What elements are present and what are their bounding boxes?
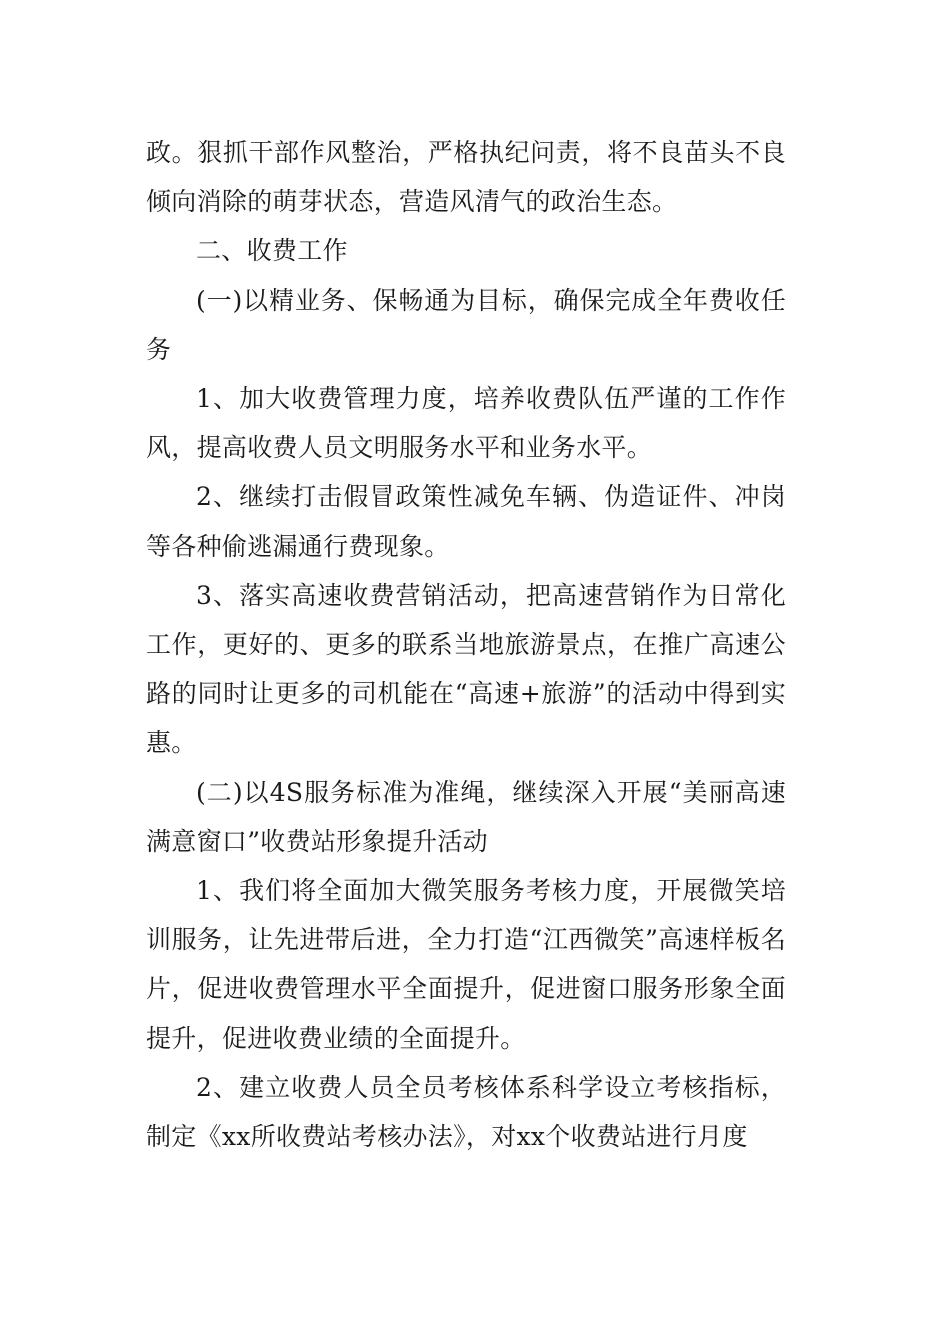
list-item-2: 2、继续打击假冒政策性减免车辆、伪造证件、冲岗等各种偷逃漏通行费现象。 [146,482,786,561]
paragraph-continuation: 政。狠抓干部作风整治，严格执纪问责，将不良苗头不良倾向消除的萌芽状态，营造风清气的政治生态。 [146,138,786,217]
list-item-1: 1、加大收费管理力度，培养收费队伍严谨的工作作风，提高收费人员文明服务水平和业务水平。 [146,384,786,463]
section-heading-fee-work: 二、收费工作 [196,236,348,266]
document-body [146,128,786,1161]
list-item-2-2: 2、建立收费人员全员考核体系科学设立考核指标，制定《xx所收费站考核办法》，对xx个收费站进行月度 [146,1072,786,1152]
list-item-2-1: 1、我们将全面加大微笑服务考核力度，开展微笑培训服务，让先进带后进，全力打造“江西微笑”高速样板名片，促进收费管理水平全面提升，促进窗口服务形象全面提升，促进收费业绩的全面提升。 [146,876,786,1053]
subsection-heading-1: (一)以精业务、保畅通为目标，确保完成全年费收任务 [146,285,786,364]
list-item-3: 3、落实高速收费营销活动，把高速营销作为日常化工作，更好的、更多的联系当地旅游景点，在推广高速公路的同时让更多的司机能在“高速+旅游”的活动中得到实惠。 [146,580,786,758]
subsection-heading-2: (二)以4S服务标准为准绳，继续深入开展“美丽高速 满意窗口”收费站形象提升活动 [146,777,786,856]
